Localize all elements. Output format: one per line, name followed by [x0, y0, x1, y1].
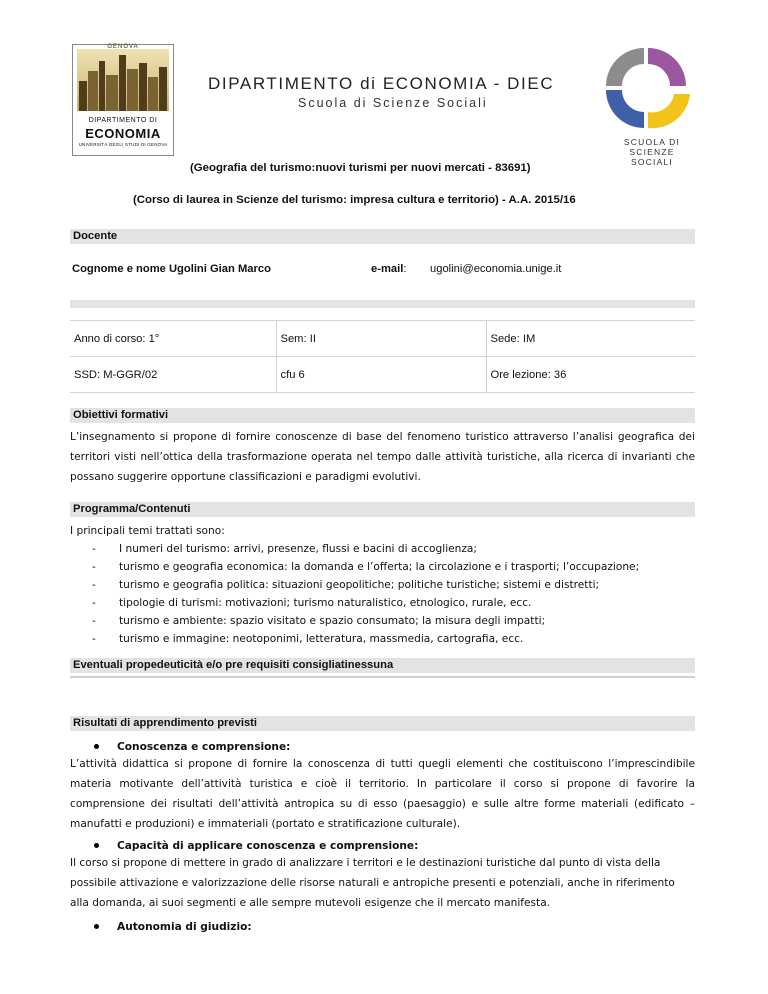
department-subtitle: Scuola di Scienze Sociali	[298, 96, 488, 110]
obiettivi-heading: Obiettivi formativi	[70, 408, 695, 423]
degree-course: (Corso di laurea in Scienze del turismo: impresa cultura e territorio) - A.A. 2015/16	[133, 194, 576, 206]
table-row	[70, 321, 695, 357]
table-cell: Sem: II	[276, 321, 486, 357]
logo-city-label: GENOVA	[107, 44, 139, 50]
table-cell: SSD: M-GGR/02	[70, 357, 276, 393]
bullet-title: Conoscenza e comprensione:	[117, 741, 291, 753]
logo-line-1: DIPARTIMENTO DI	[88, 117, 158, 124]
list-dash: -	[92, 615, 96, 627]
programma-intro: I principali temi trattati sono:	[70, 525, 225, 537]
table-cell: Ore lezione: 36	[486, 357, 695, 393]
capacita-text: Il corso si propone di mettere in grado di analizzare i territori e le destinazioni turistiche dal punto di vista della possibile attivazione e valorizzazione delle risorse naturali e antropiche presenti e potenziali, anche in riferimento alla domanda, ai suoi segmenti e alle sempre mutevoli esigenze che il mercato manifesta.	[70, 857, 675, 909]
list-item: I numeri del turismo: arrivi, presenze, flussi e bacini di accoglienza;	[119, 543, 477, 555]
programma-heading: Programma/Contenuti	[70, 502, 695, 517]
risultati-heading: Risultati di apprendimento previsti	[70, 716, 695, 731]
list-item: turismo e geografia politica: situazioni geopolitiche; politiche turistiche; sistemi e distretti;	[119, 579, 600, 591]
docente-heading: Docente	[70, 229, 695, 244]
logo-line-2: ECONOMIA	[85, 126, 161, 141]
conoscenza-text: L’attività didattica si propone di fornire la conoscenza di tutti quegli elementi che costituiscono l’imprescindibile materia motivante dell’attività turistica e cioè il territorio. In particolare il corso si propone di favorire la comprensione dei risultati dell’attività antropica su di esso (paesaggio) e sulle altre forme materiali (edificato – manufatti e produzioni) e immateriali (portato e stratificazione culturale).	[70, 758, 695, 830]
list-item: tipologie di turismi: motivazioni; turismo naturalistico, etnologico, rurale, ecc.	[119, 597, 532, 609]
bullet-icon	[94, 843, 99, 848]
table-row	[70, 357, 695, 393]
email-label: e-mail	[371, 263, 404, 275]
logo-city-illustration	[77, 49, 169, 111]
obiettivi-text: L’insegnamento si propone di fornire conoscenze di base del fenomeno turistico attraverso l’analisi geografica dei territori visti nell’ottica della trasformazione operata nel tempo dalle attività turistiche, alla ricerca di invarianti che possano suggerire opportune classificazioni e paradigmi evolutivi.	[70, 431, 695, 483]
table-cell: cfu 6	[276, 357, 486, 393]
bullet-icon	[94, 744, 99, 749]
bullet-title: Capacità di applicare conoscenza e comprensione:	[117, 840, 419, 852]
propedeuticita-heading: Eventuali propedeuticità e/o pre requisiti consigliatinessuna	[70, 658, 695, 673]
list-dash: -	[92, 543, 96, 555]
department-title: DIPARTIMENTO di ECONOMIA - DIEC	[208, 74, 555, 93]
course-info-table	[70, 320, 695, 393]
list-dash: -	[92, 561, 96, 573]
list-item: turismo e geografia economica: la domanda e l’offerta; la circolazione e i trasporti; l’occupazione;	[119, 561, 640, 573]
teacher-email[interactable]: ugolini@economia.unige.it	[430, 263, 562, 275]
email-separator: :	[403, 263, 407, 275]
table-cell: Sede: IM	[486, 321, 695, 357]
department-logo	[72, 44, 174, 156]
list-item: turismo e ambiente: spazio visitato e spazio consumato; la misura degli impatti;	[119, 615, 546, 627]
teacher-name: Cognome e nome Ugolini Gian Marco	[72, 263, 271, 275]
school-logo-icon	[592, 44, 696, 136]
bullet-autonomia	[94, 918, 252, 936]
section-divider	[70, 676, 695, 678]
course-title: (Geografia del turismo:nuovi turismi per nuovi mercati - 83691)	[190, 162, 531, 174]
bullet-icon	[94, 924, 99, 929]
bullet-title: Autonomia di giudizio:	[117, 921, 252, 933]
table-cell: Anno di corso: 1°	[70, 321, 276, 357]
school-logo-text	[612, 137, 692, 167]
list-dash: -	[92, 597, 96, 609]
list-dash: -	[92, 579, 96, 591]
logo-line-3: UNIVERSITÀ DEGLI STUDI DI GENOVA	[78, 142, 168, 147]
school-logo-line-2: SCIENZE SOCIALI	[629, 147, 675, 167]
email-label-group	[371, 263, 406, 275]
school-logo-line-1: SCUOLA DI	[623, 137, 681, 147]
list-item: turismo e immagine: neotoponimi, letteratura, massmedia, cartografia, ecc.	[119, 633, 524, 645]
list-dash: -	[92, 633, 96, 645]
section-divider	[70, 300, 695, 308]
